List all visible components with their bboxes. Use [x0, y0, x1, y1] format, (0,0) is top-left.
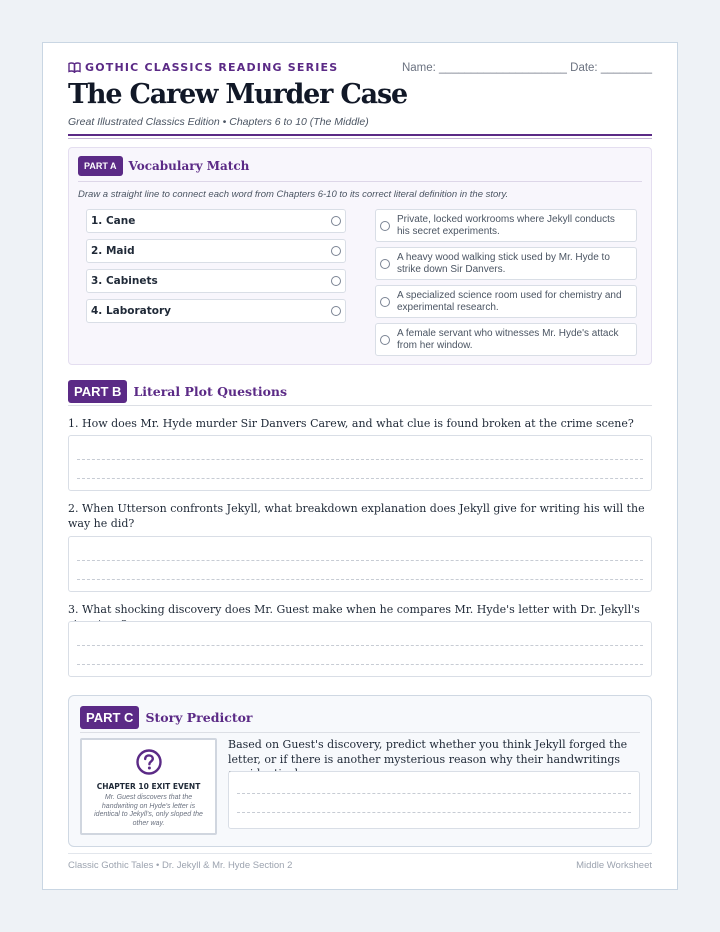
question-2: 2. When Utterson confronts Jekyll, what breakdown explanation does Jekyll give for writing his will the way he did?: [68, 502, 645, 530]
definition-list: [375, 209, 637, 361]
word-label: 3. Cabinets: [91, 275, 158, 287]
divider: [68, 405, 652, 406]
question-circle-icon: [135, 748, 163, 776]
prediction-answer-box[interactable]: [228, 771, 640, 829]
word-label: 4. Laboratory: [91, 305, 171, 317]
prediction-prompt: Based on Guest's discovery, predict whether you think Jekyll forged the letter, or if there is another mysterious reason why their handwritings: [228, 738, 628, 766]
word-item[interactable]: [86, 239, 346, 263]
word-list: [86, 209, 346, 329]
part-a-section: [68, 147, 652, 365]
question-1: 1. How does Mr. Hyde murder Sir Danvers Carew, and what clue is found broken at the crime scene?: [68, 417, 634, 430]
match-dot[interactable]: [331, 306, 341, 316]
match-dot[interactable]: [380, 259, 390, 269]
definition-text: A female servant who witnesses Mr. Hyde's attack from her window.: [397, 328, 619, 351]
answer-line: [77, 459, 643, 460]
match-dot[interactable]: [331, 276, 341, 286]
answer-box-3[interactable]: [68, 621, 652, 677]
part-b-badge: PART B: [68, 380, 127, 403]
answer-line: [77, 478, 643, 479]
match-dot[interactable]: [380, 221, 390, 231]
definition-text: Private, locked workrooms where Jekyll conducts his secret experiments.: [397, 214, 615, 237]
part-a-badge: PART A: [78, 156, 123, 176]
answer-box-2[interactable]: [68, 536, 652, 592]
part-b-header: [68, 380, 287, 403]
match-dot[interactable]: [380, 335, 390, 345]
match-dot[interactable]: [380, 297, 390, 307]
part-b-title: Literal Plot Questions: [133, 384, 288, 399]
definition-text: A specialized science room used for chemistry and experimental research.: [397, 290, 622, 313]
definition-item[interactable]: [375, 323, 637, 356]
page-title: The Carew Murder Case: [68, 79, 407, 110]
part-c-title: Story Predictor: [145, 710, 253, 725]
divider: [78, 181, 642, 182]
question-3: 3. What shocking discovery does Mr. Guest make when he compares Mr. Hyde's letter with Dr. Jekyll's: [68, 603, 640, 616]
part-a-instruction: Draw a straight line to connect each word from Chapters 6-10 to its correct literal definition in the story.: [78, 189, 509, 200]
footer-rule: [68, 853, 652, 854]
event-title: CHAPTER 10 EXIT EVENT: [96, 782, 201, 791]
word-item[interactable]: [86, 299, 346, 323]
answer-line: [77, 579, 643, 580]
definition-item[interactable]: [375, 247, 637, 280]
footer-left: Classic Gothic Tales • Dr. Jekyll & Mr. Hyde Section 2: [68, 860, 293, 871]
word-label: 1. Cane: [91, 215, 136, 227]
definition-text: A heavy wood walking stick used by Mr. Hyde to strike down Sir Danvers.: [397, 252, 610, 275]
divider: [80, 732, 640, 733]
answer-line: [77, 645, 643, 646]
answer-box-1[interactable]: [68, 435, 652, 491]
part-c-section: [68, 695, 652, 847]
word-label: 2. Maid: [91, 245, 135, 257]
footer-right: Middle Worksheet: [576, 860, 652, 871]
event-description: Mr. Guest discovers that the handwriting on Hyde's letter is identical to Jekyll's, only sloped the other way.: [94, 794, 203, 827]
match-dot[interactable]: [331, 216, 341, 226]
part-a-title: Vocabulary Match: [128, 159, 250, 173]
answer-line: [237, 812, 631, 813]
answer-line: [77, 664, 643, 665]
match-dot[interactable]: [331, 246, 341, 256]
series-label: [68, 61, 338, 74]
word-item[interactable]: [86, 269, 346, 293]
worksheet-page: [42, 42, 678, 890]
name-date-fields[interactable]: Name: ____________________ Date: ________: [401, 62, 652, 74]
header-rule-thin: [68, 138, 652, 139]
series-text: GOTHIC CLASSICS READING SERIES: [85, 61, 339, 74]
definition-item[interactable]: [375, 285, 637, 318]
definition-item[interactable]: [375, 209, 637, 242]
word-item[interactable]: [86, 209, 346, 233]
answer-line: [237, 793, 631, 794]
exit-event-card: [80, 738, 217, 835]
book-icon: [68, 62, 81, 73]
answer-line: [77, 560, 643, 561]
part-c-badge: PART C: [80, 706, 139, 729]
page-subtitle: Great Illustrated Classics Edition • Chapters 6 to 10 (The Middle): [68, 116, 369, 128]
header-rule: [68, 134, 652, 136]
